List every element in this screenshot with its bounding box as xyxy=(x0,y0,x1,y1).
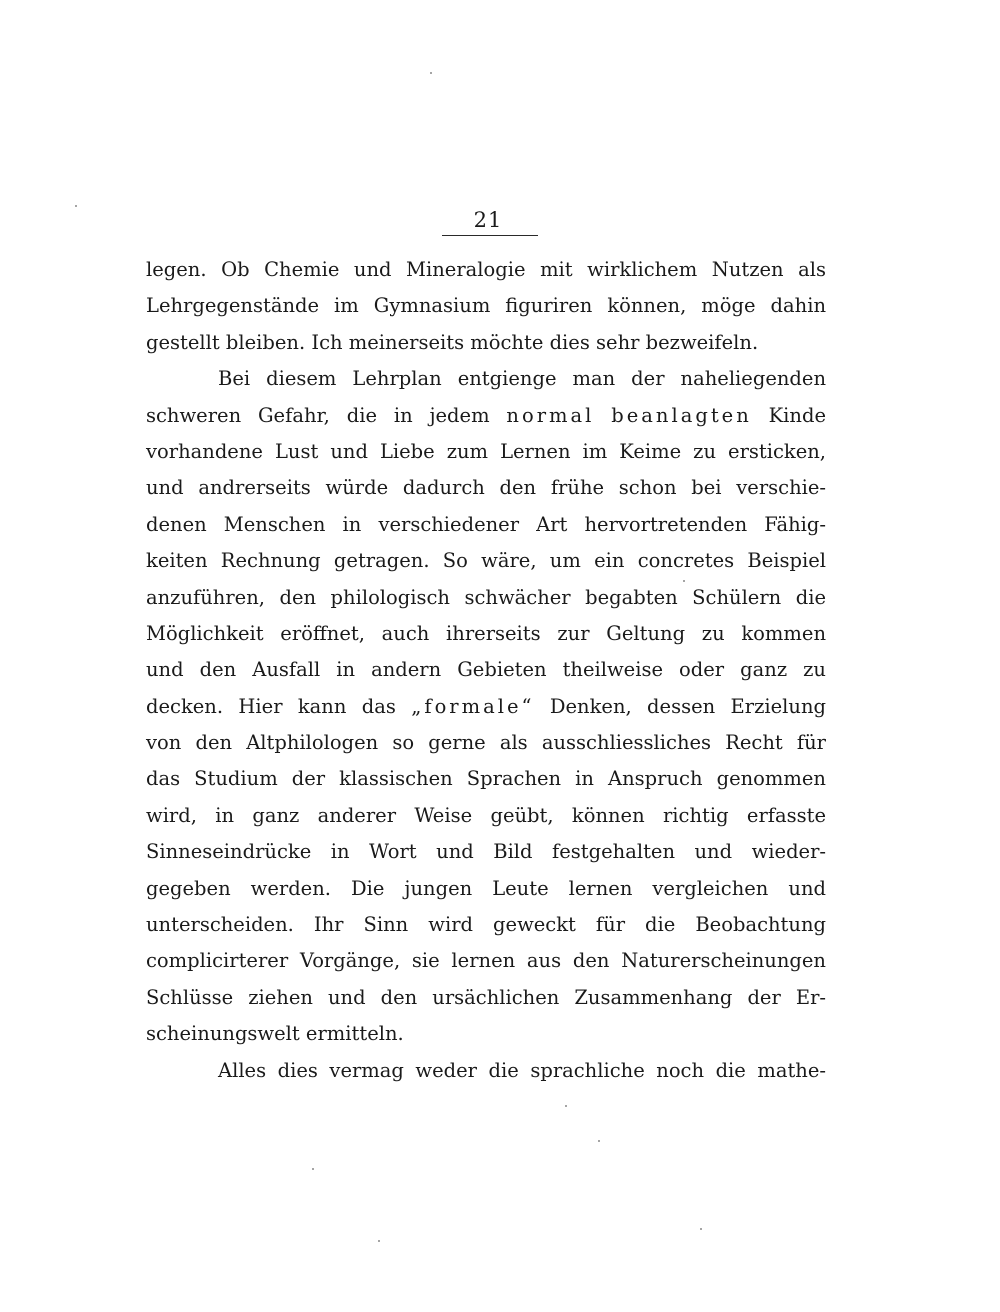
text-line: und andrerseits würde dadurch den frühe schon bei verschie- xyxy=(146,476,826,500)
text-line: und den Ausfall in andern Gebieten theilweise oder ganz zu xyxy=(146,658,826,682)
text-line: Bei diesem Lehrplan entgienge man der naheliegenden xyxy=(218,367,826,391)
page-number: 21 xyxy=(473,208,503,232)
text-line: das Studium der klassischen Sprachen in Anspruch genommen xyxy=(146,767,826,791)
scan-speck xyxy=(430,72,432,74)
text-line: complicirterer Vorgänge, sie lernen aus den Naturerscheinungen xyxy=(146,949,826,973)
text-line: Schlüsse ziehen und den ursächlichen Zusammenhang der Er- xyxy=(146,985,826,1009)
text-line: scheinungswelt ermitteln. xyxy=(146,1022,404,1046)
page-number-rule xyxy=(442,235,538,236)
text-line: gegeben werden. Die jungen Leute lernen vergleichen und xyxy=(146,876,826,900)
scan-speck xyxy=(565,1105,567,1107)
text-line: Möglichkeit eröffnet, auch ihrerseits zur Geltung zu kommen xyxy=(146,621,826,645)
scan-speck xyxy=(312,1168,314,1170)
scan-speck xyxy=(378,1240,380,1242)
text-line: schweren Gefahr, die in jedem normal beanlagten Kinde xyxy=(146,403,826,427)
scan-speck xyxy=(598,1140,600,1142)
emphasis-spaced: „formale“ xyxy=(411,694,535,718)
text-line: decken. Hier kann das „formale“ Denken, dessen Erzielung xyxy=(146,694,826,718)
text-line: unterscheiden. Ihr Sinn wird geweckt für die Beobachtung xyxy=(146,913,826,937)
emphasis-spaced: beanlagten xyxy=(611,403,752,427)
text-line: Lehrgegenstände im Gymnasium figuriren können, möge dahin xyxy=(146,294,826,318)
text-line: Sinneseindrücke in Wort und Bild festgehalten und wieder- xyxy=(146,840,826,864)
scan-speck xyxy=(700,1228,702,1230)
text-line: legen. Ob Chemie und Mineralogie mit wirklichem Nutzen als xyxy=(146,258,826,281)
emphasis-spaced: normal xyxy=(506,403,595,427)
text-line: von den Altphilologen so gerne als ausschliessliches Recht für xyxy=(146,731,826,755)
text-line: Alles dies vermag weder die sprachliche noch die mathe- xyxy=(218,1058,826,1082)
text-line: gestellt bleiben. Ich meinerseits möchte dies sehr bezweifeln. xyxy=(146,330,759,354)
text-line: vorhandene Lust und Liebe zum Lernen im Keime zu ersticken, xyxy=(146,439,826,463)
body-text xyxy=(146,252,826,1089)
text-line: keiten Rechnung getragen. So wäre, um ein concretes Beispiel xyxy=(146,549,826,573)
text-line: anzuführen, den philologisch schwächer begabten Schülern die xyxy=(146,585,826,609)
text-line: wird, in ganz anderer Weise geübt, können richtig erfasste xyxy=(146,803,826,827)
scan-speck xyxy=(683,580,685,582)
text-line: denen Menschen in verschiedener Art hervortretenden Fähig- xyxy=(146,512,826,536)
scan-speck xyxy=(75,205,77,207)
